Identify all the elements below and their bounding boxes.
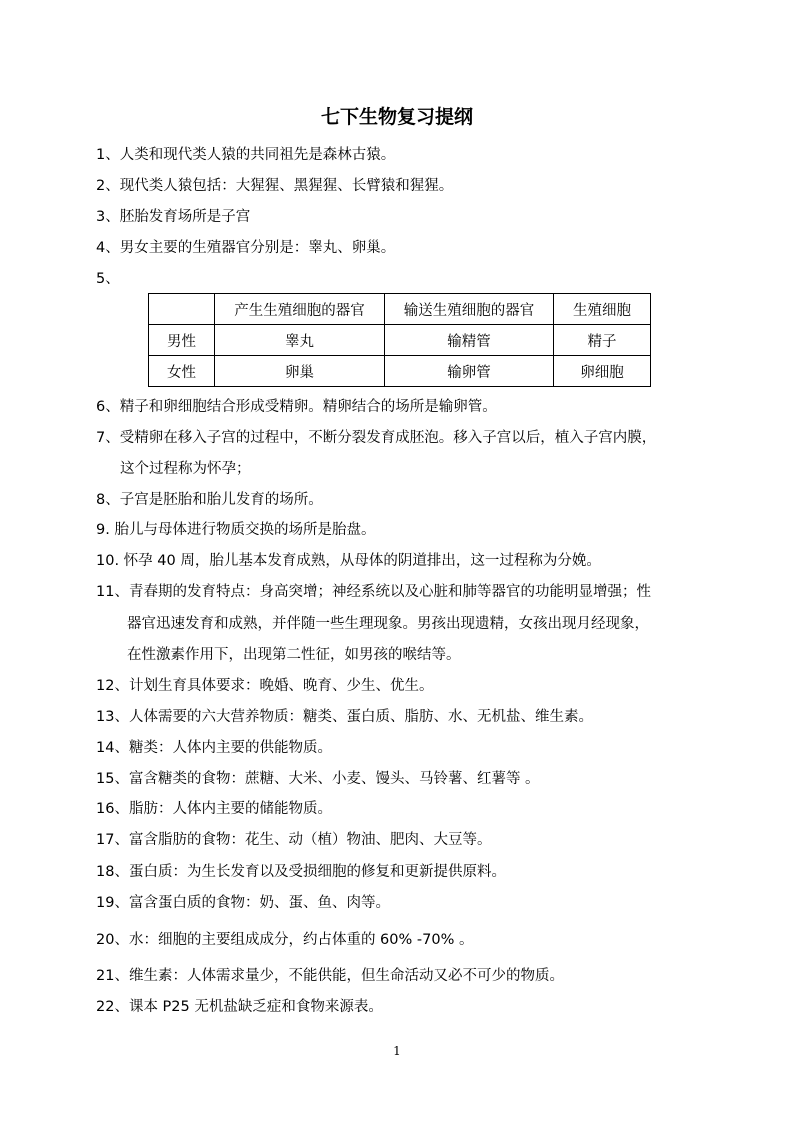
outline-item-22: 22、课本 P25 无机盐缺乏症和食物来源表。 <box>96 999 383 1015</box>
page-title: 七下生物复习提纲 <box>320 106 473 128</box>
outline-item-16: 16、脂肪：人体内主要的储能物质。 <box>96 801 332 817</box>
outline-item-1: 1、人类和现代类人猿的共同祖先是森林古猿。 <box>96 147 396 163</box>
table-cell: 输卵管 <box>385 356 554 387</box>
table-header-cell: 生殖细胞 <box>554 294 651 325</box>
outline-item-21: 21、维生素：人体需求量少，不能供能，但生命活动又必不可少的物质。 <box>96 968 564 984</box>
reproductive-organs-table <box>148 293 651 387</box>
table-cell: 女性 <box>149 356 215 387</box>
outline-item-5: 5、 <box>96 271 120 287</box>
table-header-row <box>149 294 651 325</box>
table-header-cell: 输送生殖细胞的器官 <box>385 294 554 325</box>
outline-item-6: 6、精子和卵细胞结合形成受精卵。精卵结合的场所是输卵管。 <box>96 399 497 415</box>
page-number: 1 <box>393 1044 401 1058</box>
outline-item-11-continued: 在性激素作用下，出现第二性征，如男孩的喉结等。 <box>127 647 461 663</box>
outline-item-17: 17、富含脂肪的食物：花生、动（植）物油、肥肉、大豆等。 <box>96 832 492 848</box>
outline-item-7: 7、受精卵在移入子宫的过程中，不断分裂发育成胚泡。移入子宫以后，植入子宫内膜， <box>96 430 657 446</box>
outline-item-14: 14、糖类：人体内主要的供能物质。 <box>96 740 332 756</box>
outline-item-19: 19、富含蛋白质的食物：奶、蛋、鱼、肉等。 <box>96 895 390 911</box>
outline-item-10: 10. 怀孕 40 周，胎儿基本发育成熟，从母体的阴道排出，这一过程称为分娩。 <box>96 553 601 569</box>
outline-item-11-continued: 器官迅速发育和成熟，并伴随一些生理现象。男孩出现遗精，女孩出现月经现象， <box>127 616 649 632</box>
table-cell: 精子 <box>554 325 651 356</box>
outline-item-18: 18、蛋白质：为生长发育以及受损细胞的修复和更新提供原料。 <box>96 864 506 880</box>
outline-item-15: 15、富含糖类的食物：蔗糖、大米、小麦、馒头、马铃薯、红薯等 。 <box>96 771 540 787</box>
outline-item-7-continued: 这个过程称为怀孕； <box>120 461 251 477</box>
table-cell: 输精管 <box>385 325 554 356</box>
table-cell: 睾丸 <box>215 325 385 356</box>
table-header-cell: 产生生殖细胞的器官 <box>215 294 385 325</box>
outline-item-13: 13、人体需要的六大营养物质：糖类、蛋白质、脂肪、水、无机盐、维生素。 <box>96 709 593 725</box>
table-header-cell <box>149 294 215 325</box>
outline-item-20: 20、水：细胞的主要组成成分，约占体重的 60% -70% 。 <box>96 932 474 948</box>
table-row <box>149 356 651 387</box>
table-row <box>149 325 651 356</box>
outline-item-4: 4、男女主要的生殖器官分别是：睾丸、卵巢。 <box>96 240 396 256</box>
table-cell: 卵细胞 <box>554 356 651 387</box>
table-cell: 男性 <box>149 325 215 356</box>
table-cell: 卵巢 <box>215 356 385 387</box>
outline-item-9: 9. 胎儿与母体进行物质交换的场所是胎盘。 <box>96 522 376 538</box>
outline-item-12: 12、计划生育具体要求：晚婚、晚育、少生、优生。 <box>96 678 434 694</box>
outline-item-11: 11、青春期的发育特点：身高突增；神经系统以及心脏和肺等器官的功能明显增强；性 <box>96 584 651 600</box>
outline-item-3: 3、胚胎发育场所是子宫 <box>96 209 251 225</box>
outline-item-2: 2、现代类人猿包括：大猩猩、黑猩猩、长臂猿和猩猩。 <box>96 178 454 194</box>
outline-item-8: 8、子宫是胚胎和胎儿发育的场所。 <box>96 492 323 508</box>
